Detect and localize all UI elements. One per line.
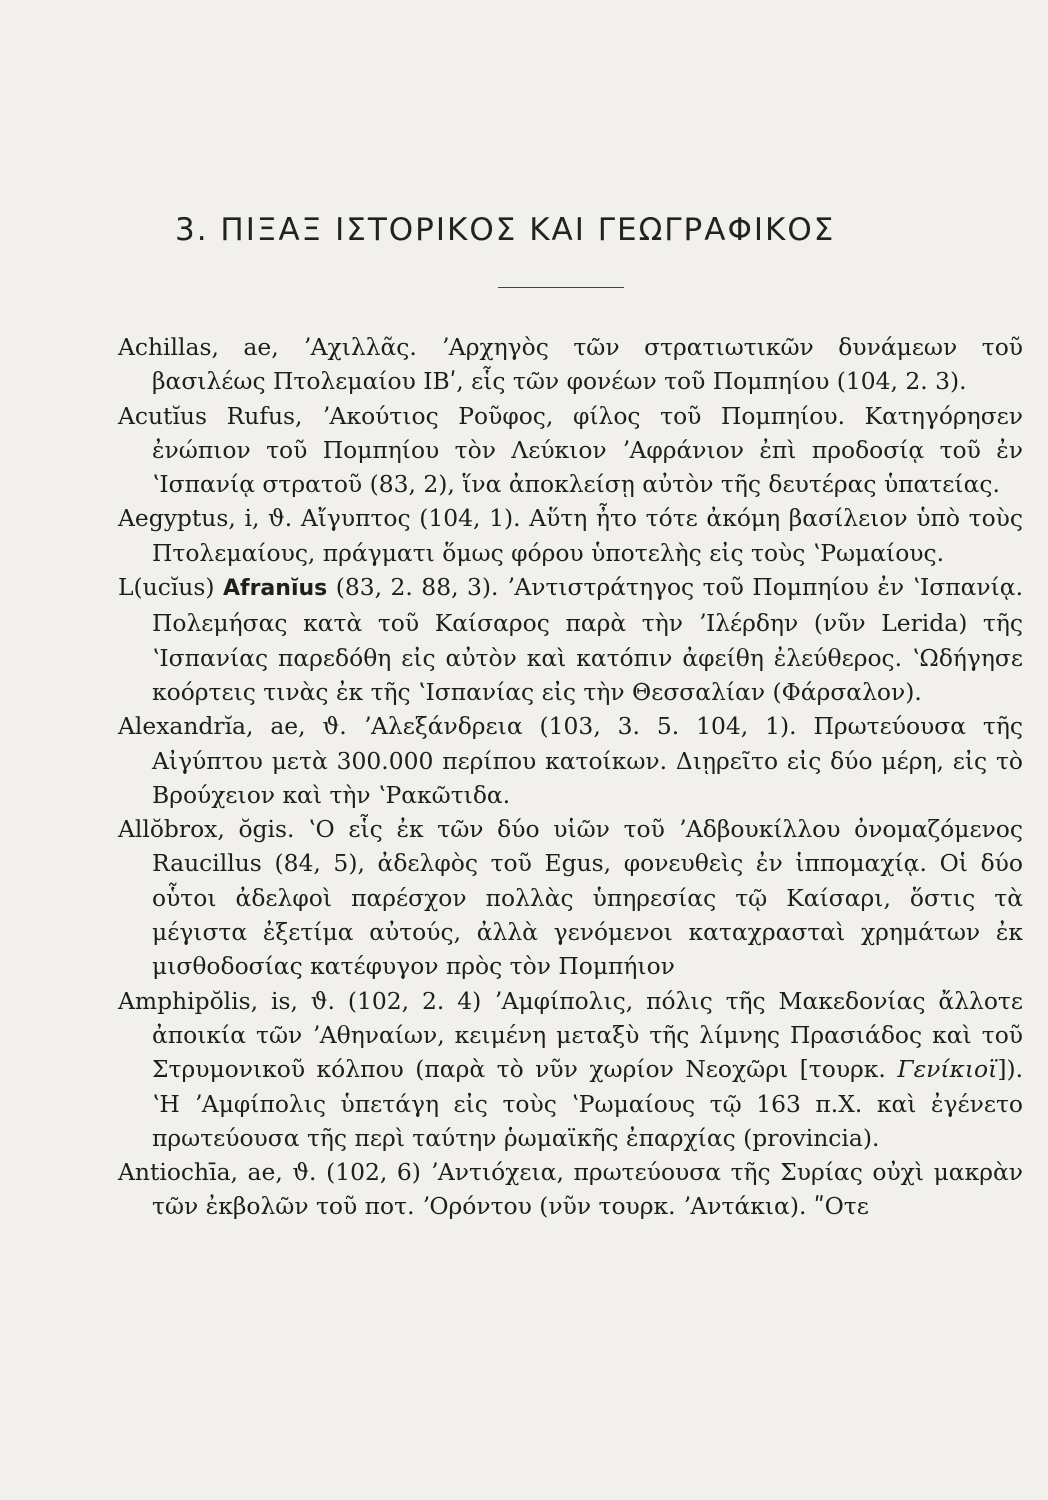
entry-text: (102, 6) ʼΑντιόχεια, πρωτεύουσα τῆς Συρίας οὐχὶ μακρὰν τῶν ἐκβολῶν τοῦ ποτ. ʼΟρόντου (νῦν τουρκ. ʼΑντάκια). ʺΟτε [152, 1158, 1023, 1221]
entry-aegyptus [118, 501, 1023, 570]
entry-acutius-rufus [118, 399, 1023, 502]
title-divider [498, 287, 624, 288]
entry-headword: Antiochīa, ae, ϑ. [118, 1158, 327, 1187]
entry-achillas [118, 330, 1023, 399]
entry-amphipolis [118, 984, 1023, 1155]
entry-headword: Allŏbrox, ŏgis. [118, 815, 309, 844]
entry-text: Αἴγυπτος (104, 1). Αὕτη ἦτο τότε ἀκόμη βασίλειον ὑπὸ τοὺς Πτολεμαίους, πράγματι ὅμως φόρου ὑποτελὴς εἰς τοὺς ʽΡωμαίους. [152, 504, 1023, 567]
entry-headword-prefix: L(ucĭus) [118, 573, 223, 602]
section-title: 3. ΠΙΞΑΞ ΙΣΤΟΡΙΚΟΣ ΚΑΙ ΓΕΩΓΡΑΦΙΚΟΣ [175, 212, 836, 248]
entry-afranius [118, 570, 1023, 709]
entry-headword: Alexandrĭa, ae, ϑ. [118, 712, 364, 741]
entry-text: ʽΟ εἷς ἐκ τῶν δύο υἱῶν τοῦ ʼΑδβουκίλλου ὀνομαζόμενος Raucillus (84, 5), ἀδελφὸς τοῦ Egus, φονευθεὶς ἐν ἱππομαχίᾳ. Οἱ δύο οὗτοι ἀδελφοὶ παρέσχον πολλὰς ὑπηρεσίας τῷ Καίσαρι, ὅστις τὰ μέγιστα ἐξετίμα αὐτούς, ἀλλὰ γενόμενοι καταχρασταὶ χρημάτων ἐκ μισθοδοσίας κατέφυγον πρὸς τὸν Πομπήιον [152, 815, 1023, 981]
entry-text-italic: Γενίκιοϊ [897, 1055, 998, 1084]
entry-allobrox [118, 812, 1023, 983]
entry-text: (83, 2. 88, 3). ʼΑντιστράτηγος τοῦ Πομπηίου ἐν ʽΙσπανίᾳ. Πολεμήσας κατὰ τοῦ Καίσαρος παρὰ τὴν ʼΙλέρδην (νῦν Lerida) τῆς ʽΙσπανίας παρεδόθη εἰς αὐτὸν καὶ κατόπιν ἀφείθη ἐλεύθερος. ʽΩδήγησε κοόρτεις τινὰς ἐκ τῆς ʽΙσπανίας εἰς τὴν Θεσσαλίαν (Φάρσαλον). [152, 573, 1024, 706]
entry-text: (102, 2. 4) ʼΑμφίπολις, πόλις τῆς Μακεδονίας ἄλλοτε ἀποικία τῶν ʼΑθηναίων, κειμένη μεταξὺ τῆς λίμνης Πρασιάδος καὶ τοῦ Στρυμονικοῦ κόλπου (παρὰ τὸ νῦν χωρίον Νεοχῶρι [τουρκ. [152, 986, 1023, 1084]
entry-headword: Achillas, ae, [118, 333, 304, 361]
entry-antiochia [118, 1155, 1023, 1224]
glossary-entries [118, 330, 1023, 1224]
entry-text: ʼΑχιλλᾶς. ʼΑρχηγὸς τῶν στρατιωτικῶν δυνάμεων τοῦ βασιλέως Πτολεμαίου ΙΒʹ, εἷς τῶν φονέων τοῦ Πομπηίου (104, 2. 3). [152, 333, 1024, 396]
entry-text: ʼΑκούτιος Ροῦφος, φίλος τοῦ Πομπηίου. Κατηγόρησεν ἐνώπιον τοῦ Πομπηίου τὸν Λεύκιον ʼΑφράνιον ἐπὶ προδοσίᾳ τοῦ ἐν ʽΙσπανίᾳ στρατοῦ (83, 2), ἵνα ἀποκλείσῃ αὐτὸν τῆς δευτέρας ὑπατείας. [152, 401, 1024, 499]
entry-alexandria [118, 709, 1023, 812]
entry-headword: Amphipŏlis, is, ϑ. [118, 986, 348, 1015]
entry-headword-bold: Afranĭus [222, 576, 328, 602]
entry-headword: Acutĭus Rufus, [118, 401, 323, 430]
entry-text-continued: ]). ʽΗ ʼΑμφίπολις ὑπετάγη εἰς τοὺς ʽΡωμαίους τῷ 163 π.Χ. καὶ ἐγένετο πρωτεύουσα τῆς περὶ ταύτην ῥωμαϊκῆς ἐπαρχίας (provincia). [152, 1055, 1023, 1152]
entry-text: ʼΑλεξάνδρεια (103, 3. 5. 104, 1). Πρωτεύουσα τῆς Αἰγύπτου μετὰ 300.000 περίπου κατοίκων. Διῃρεῖτο εἰς δύο μέρη, εἰς τὸ Βρούχειον καὶ τὴν ʽΡακῶτιδα. [152, 712, 1023, 809]
entry-headword: Aegyptus, i, ϑ. [118, 504, 301, 533]
